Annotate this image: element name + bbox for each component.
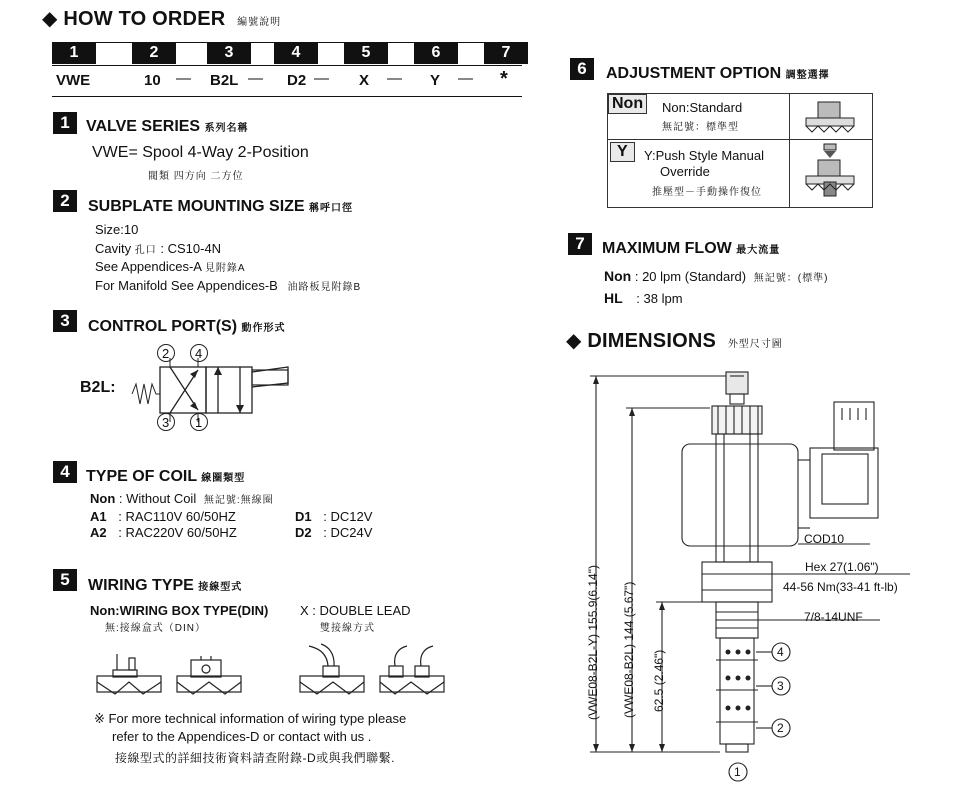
cavity-value: : CS10-4N xyxy=(160,241,222,256)
coil-non-code: Non xyxy=(90,491,116,506)
wiring-non xyxy=(90,603,268,618)
flow-non-code: Non xyxy=(604,268,632,284)
diamond-bullet-icon: ◆ xyxy=(42,8,58,30)
standard-adjust-icon xyxy=(796,98,868,136)
dimensions-title-zh: 外型尺寸圖 xyxy=(727,339,783,350)
coil-a2 xyxy=(90,525,237,540)
section-6-number: 6 xyxy=(570,58,594,80)
flow-non-zh: 無記號：(標準) xyxy=(753,273,829,284)
code-dash: — xyxy=(387,70,402,87)
section-6-title xyxy=(606,65,830,83)
section-5-number: 5 xyxy=(53,569,77,591)
code-pos-2: 2 xyxy=(132,42,176,64)
label-cod10: COD10 xyxy=(804,532,845,546)
port-label-3: 3 xyxy=(162,415,170,430)
cavity-zh: 孔口 xyxy=(134,245,157,256)
code-bottom-rule xyxy=(52,96,522,97)
section-1-title-zh: 系列名稱 xyxy=(204,123,249,134)
adjustment-col-divider xyxy=(789,94,790,207)
push-override-icon xyxy=(796,142,868,204)
coil-a1 xyxy=(90,509,236,524)
wiring-note-text-1: For more technical information of wiring type please xyxy=(108,711,407,726)
dim-port-1: 1 xyxy=(734,765,741,779)
cavity-label: Cavity xyxy=(95,241,132,256)
section-1-number: 1 xyxy=(53,112,77,134)
dim-port-3: 3 xyxy=(777,679,784,693)
label-hex: Hex 27(1.06") xyxy=(805,560,879,574)
section-2-title-zh: 稱呼口徑 xyxy=(309,203,354,214)
dim-total-height: (VWE08-B2L-Y) 155.9(6.14") xyxy=(586,565,600,720)
code-value-series: VWE xyxy=(56,72,91,89)
dim-port-4: 4 xyxy=(777,645,784,659)
section-5-title xyxy=(88,577,242,595)
code-value-wiring: X xyxy=(359,72,370,89)
section-5-title-text: WIRING TYPE xyxy=(88,577,194,594)
wiring-non-text: Non:WIRING BOX TYPE(DIN) xyxy=(90,603,269,618)
coil-d1 xyxy=(295,509,372,524)
section-3-number: 3 xyxy=(53,310,77,332)
subplate-cavity xyxy=(95,241,221,256)
section-1-title-text: VALVE SERIES xyxy=(86,118,201,135)
din-box-illustration-2 xyxy=(177,656,241,694)
adjustment-row-divider xyxy=(608,139,872,140)
label-thread: 7/8-14UNF xyxy=(804,610,863,624)
section-2-number: 2 xyxy=(53,190,77,212)
flow-hl-code: HL xyxy=(604,290,623,306)
control-port-label: B2L: xyxy=(80,379,116,396)
subplate-see-a xyxy=(95,259,246,274)
section-2-title-text: SUBPLATE MOUNTING SIZE xyxy=(88,198,305,215)
adjust-non-zh: 無記號：標準型 xyxy=(662,122,739,133)
section-3-title xyxy=(88,318,285,336)
code-pos-4: 4 xyxy=(274,42,318,64)
valve-series-line: VWE= Spool 4-Way 2-Position xyxy=(92,144,309,161)
wiring-note-zh: 接線型式的詳細技術資料請查附錄-D或與我們聯繫. xyxy=(115,751,395,765)
flow-hl xyxy=(604,290,683,306)
wiring-illustrations xyxy=(95,636,465,700)
code-dash: — xyxy=(314,70,329,87)
port-label-4: 4 xyxy=(195,346,203,361)
flow-non-desc: : 20 lpm (Standard) xyxy=(634,269,747,284)
din-box-illustration xyxy=(97,654,161,694)
coil-non-desc: : Without Coil xyxy=(118,491,197,506)
adjust-y-desc-2: Override xyxy=(660,164,710,179)
code-value-coil: D2 xyxy=(287,72,307,89)
adjust-non-desc: Non:Standard xyxy=(662,100,743,115)
double-lead-illustration xyxy=(300,644,364,694)
adjust-non-tag: Non xyxy=(608,94,647,114)
code-pos-1: 1 xyxy=(52,42,96,64)
label-torque: 44-56 Nm(33-41 ft-lb) xyxy=(783,580,898,594)
adjust-y-desc-1: Y:Push Style Manual xyxy=(644,148,764,163)
coil-d2-code: D2 xyxy=(295,525,312,540)
code-value-size: 10 xyxy=(144,72,161,89)
wiring-non-zh: 無:接線盒式（DIN） xyxy=(105,623,206,634)
coil-d2-desc: : DC24V xyxy=(323,525,373,540)
adjustment-table xyxy=(607,93,873,208)
manifold-zh: 油路板見附錄B xyxy=(287,282,362,293)
section-4-title xyxy=(86,468,245,486)
diamond-bullet-icon: ◆ xyxy=(566,330,582,352)
order-title-zh: 編號說明 xyxy=(237,17,282,28)
port-label-1: 1 xyxy=(195,415,203,430)
coil-a1-code: A1 xyxy=(90,509,107,524)
code-pos-7: 7 xyxy=(484,42,528,64)
code-values-row xyxy=(52,66,522,96)
manifold-text: For Manifold See Appendices-B xyxy=(95,278,278,293)
coil-a2-desc: : RAC220V 60/50HZ xyxy=(118,525,237,540)
valve-dimension-drawing xyxy=(560,368,940,788)
flow-non xyxy=(604,268,828,284)
section-1-title xyxy=(86,118,249,136)
coil-a2-code: A2 xyxy=(90,525,107,540)
section-6-title-zh: 調整選擇 xyxy=(785,70,830,81)
section-3-title-zh: 動作形式 xyxy=(241,323,286,334)
section-4-title-zh: 線圈類型 xyxy=(201,473,246,484)
adjust-y-zh: 推壓型－手動操作復位 xyxy=(652,187,762,198)
section-6-title-text: ADJUSTMENT OPTION xyxy=(606,65,782,82)
dim-port-2: 2 xyxy=(777,721,784,735)
section-7-title-text: MAXIMUM FLOW xyxy=(602,240,732,257)
double-lead-illustration-2 xyxy=(380,646,444,694)
dim-low-height: 62.5 (2.46") xyxy=(652,649,666,712)
port-label-2: 2 xyxy=(162,346,170,361)
coil-d2 xyxy=(295,525,372,540)
order-code-table xyxy=(52,42,522,96)
coil-d1-desc: : DC12V xyxy=(323,509,373,524)
wiring-note-2: refer to the Appendices-D or contact with us . xyxy=(112,729,372,744)
dim-mid-height: (VWE08-B2L) 144 (5.67") xyxy=(622,581,636,718)
code-dash: — xyxy=(458,70,473,87)
subplate-manifold xyxy=(95,278,361,293)
order-title-text: HOW TO ORDER xyxy=(63,8,226,30)
wiring-note-1 xyxy=(94,711,406,727)
coil-a1-desc: : RAC110V 60/50HZ xyxy=(118,509,236,524)
code-pos-6: 6 xyxy=(414,42,458,64)
code-value-flow: * xyxy=(500,68,508,90)
note-mark-icon: ※ xyxy=(94,711,105,726)
dimensions-title-text: DIMENSIONS xyxy=(587,330,717,352)
code-pos-5: 5 xyxy=(344,42,388,64)
valve-series-zh: 閥類 四方向 二方位 xyxy=(148,171,244,182)
order-title xyxy=(42,6,281,31)
coil-non xyxy=(90,491,274,506)
code-dash: — xyxy=(176,70,191,87)
coil-d1-code: D1 xyxy=(295,509,312,524)
dimensions-title xyxy=(566,328,783,353)
section-5-title-zh: 接線型式 xyxy=(198,582,243,593)
section-3-title-text: CONTROL PORT(S) xyxy=(88,318,238,335)
section-7-title xyxy=(602,240,780,258)
subplate-size: Size:10 xyxy=(95,222,139,237)
adjust-y-tag: Y xyxy=(610,142,635,162)
section-2-title xyxy=(88,198,353,216)
see-appendix-a: See Appendices-A xyxy=(95,259,202,274)
code-dash: — xyxy=(248,70,263,87)
wiring-x-text: X : DOUBLE LEAD xyxy=(300,603,411,618)
see-appendix-a-zh: 見附錄A xyxy=(204,263,246,274)
flow-hl-desc: : 38 lpm xyxy=(636,291,683,306)
valve-symbol-diagram xyxy=(124,340,294,435)
wiring-x-zh: 雙接線方式 xyxy=(320,623,375,634)
code-value-adjust: Y xyxy=(430,72,441,89)
code-pos-3: 3 xyxy=(207,42,251,64)
section-7-number: 7 xyxy=(568,233,592,255)
section-4-title-text: TYPE OF COIL xyxy=(86,468,197,485)
section-4-number: 4 xyxy=(53,461,77,483)
code-value-port: B2L xyxy=(210,72,239,89)
section-7-title-zh: 最大流量 xyxy=(736,245,781,256)
coil-non-zh: 無記號:無線圈 xyxy=(203,495,274,506)
